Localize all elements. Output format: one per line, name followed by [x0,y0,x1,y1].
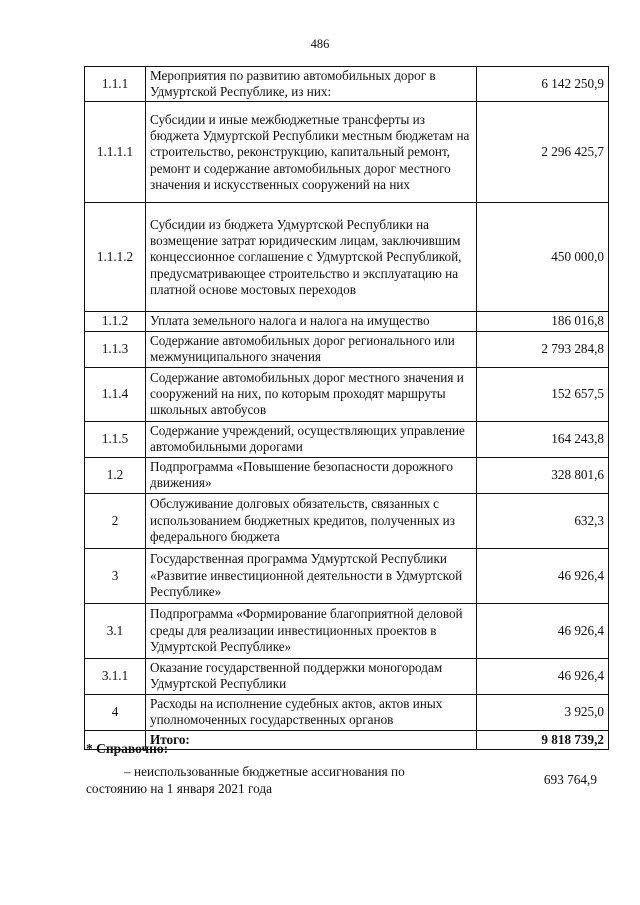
row-name: Содержание учреждений, осуществляющих управление автомобильными дорогами [146,421,477,457]
row-name: Обслуживание долговых обязательств, связанных с использованием бюджетных кредитов, полученных из федерального бюджета [146,493,477,548]
row-amount: 3 925,0 [477,694,609,730]
row-code: 1.1.1.1 [85,102,146,203]
table-row [85,603,609,658]
note-text-line1: – неиспользованные бюджетные ассигнования по [124,764,405,779]
row-amount: 164 243,8 [477,421,609,457]
table-row [85,421,609,457]
row-code: 3 [85,548,146,603]
total-label: Итого: [146,730,477,749]
row-code: 4 [85,694,146,730]
table-row [85,548,609,603]
row-name: Оказание государственной поддержки моногородам Удмуртской Республики [146,658,477,694]
row-name: Содержание автомобильных дорог регионального или межмуниципального значения [146,331,477,367]
row-name: Субсидии и иные межбюджетные трансферты из бюджета Удмуртской Республики местным бюджетам на строительство, реконструкцию, капитальный ремонт, ремонт и содержание автомобильных дорог местного значения и искусственных сооружений на них [146,102,477,203]
row-code: 1.1.1 [85,67,146,102]
row-code: 1.1.5 [85,421,146,457]
budget-table [84,66,609,750]
table-row [85,658,609,694]
table-row [85,493,609,548]
row-code: 3.1.1 [85,658,146,694]
table-row [85,102,609,203]
row-code: 3.1 [85,603,146,658]
row-code: 1.2 [85,457,146,493]
table-row [85,67,609,102]
row-code: 1.1.4 [85,367,146,421]
row-amount: 2 793 284,8 [477,331,609,367]
table-row [85,331,609,367]
row-code: 2 [85,493,146,548]
row-amount: 46 926,4 [477,658,609,694]
note-text-line2: состоянию на 1 января 2021 года [86,781,273,796]
row-name: Мероприятия по развитию автомобильных дорог в Удмуртской Республике, из них: [146,67,477,102]
row-amount: 46 926,4 [477,603,609,658]
table-row [85,694,609,730]
row-code: 1.1.1.2 [85,203,146,312]
table-row [85,367,609,421]
total-amount: 9 818 739,2 [477,730,609,749]
row-name: Содержание автомобильных дорог местного значения и сооружений на них, по которым проходят маршруты школьных автобусов [146,367,477,421]
row-amount: 186 016,8 [477,312,609,331]
row-amount: 328 801,6 [477,457,609,493]
row-name: Уплата земельного налога и налога на имущество [146,312,477,331]
row-amount: 46 926,4 [477,548,609,603]
row-name: Государственная программа Удмуртской Республики «Развитие инвестиционной деятельности в Удмуртской Республике» [146,548,477,603]
page-number: 486 [310,37,330,51]
row-amount: 632,3 [477,493,609,548]
table-row [85,203,609,312]
row-code: 1.1.2 [85,312,146,331]
row-name: Подпрограмма «Повышение безопасности дорожного движения» [146,457,477,493]
row-amount: 2 296 425,7 [477,102,609,203]
row-code: 1.1.3 [85,331,146,367]
row-amount: 450 000,0 [477,203,609,312]
table-row [85,457,609,493]
row-amount: 152 657,5 [477,367,609,421]
table-row [85,312,609,331]
row-name: Расходы на исполнение судебных актов, актов иных уполномоченных государственных органов [146,694,477,730]
note-amount: 693 764,9 [543,772,597,787]
row-name: Подпрограмма «Формирование благоприятной деловой среды для реализации инвестиционных проектов в Удмуртской Республике» [146,603,477,658]
row-name: Субсидии из бюджета Удмуртской Республики на возмещение затрат юридическим лицам, заключившим концессионное соглашение с Удмуртской Республикой, предусматривающее строительство и эксплуатацию на платной основе мостовых переходов [146,203,477,312]
note-text [86,763,466,797]
row-amount: 6 142 250,9 [477,67,609,102]
note-title: * Справочно: [86,741,169,756]
